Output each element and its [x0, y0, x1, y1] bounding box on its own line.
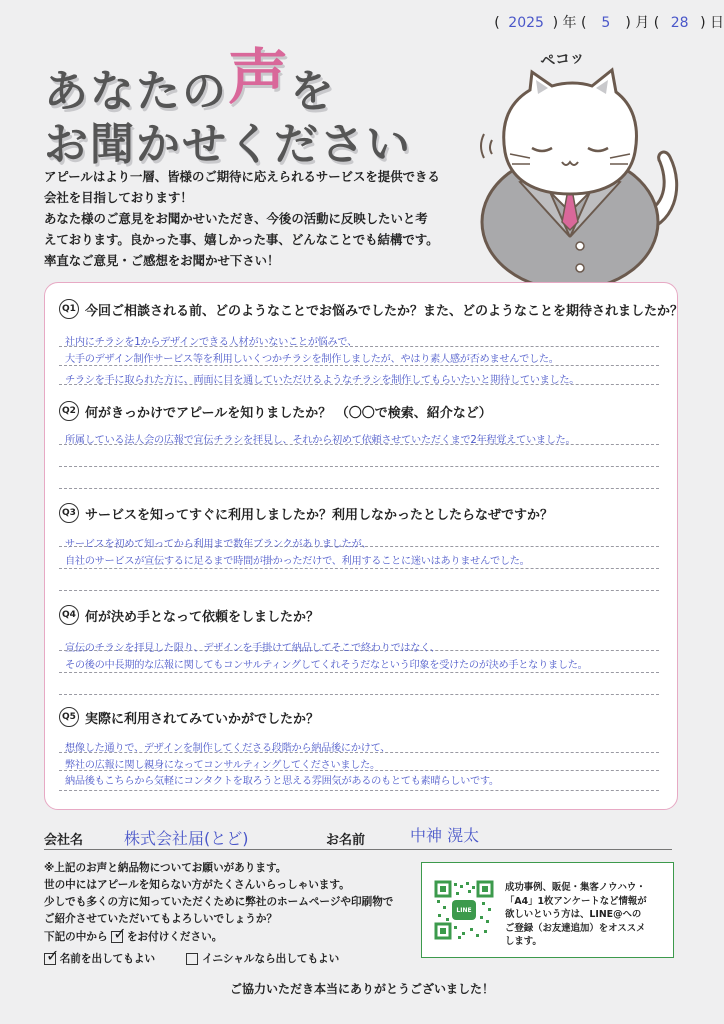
- promo-line: ご登録（お友達追加）をオススメ: [505, 922, 646, 934]
- question-badge: Q5: [59, 707, 79, 727]
- question-badge: Q3: [59, 503, 79, 523]
- choice-options: [44, 946, 393, 968]
- survey-date: [494, 12, 724, 32]
- question-1: [59, 299, 683, 319]
- question-5: [59, 707, 319, 727]
- answer-text: チラシを手に取られた方に、両面に目を通していただけるようなチラシを制作してもらいたいと期待していました。: [65, 375, 580, 386]
- promo-line: 成功事例、販促・集客ノウハウ・: [505, 882, 646, 893]
- question-text: 何がきっかけでアピールを知りましたか？ （〇〇で検索、紹介など）: [85, 405, 492, 421]
- title-text: あなたの: [44, 66, 228, 117]
- intro-text: [44, 166, 444, 271]
- title-text: を: [290, 66, 336, 117]
- question-text: サービスを知ってすぐに利用しましたか？利用しなかったとしたらなぜですか？: [85, 507, 554, 523]
- mascot-speech: ペコッ: [539, 47, 586, 71]
- answer-text: 自社のサービスが宣伝するに足るまで時間が掛かっただけで、利用することに迷いはありませんでした。: [65, 556, 530, 567]
- line-promo-box: [421, 862, 674, 958]
- qr-line-label: LINE: [456, 907, 472, 914]
- thanks-message: ご協力いただき本当にありがとうございました！: [229, 982, 494, 996]
- intro-line: えております。良かった事、嬉しかった事、どんなことでも結構です。: [44, 232, 439, 247]
- day-label: 日: [710, 15, 724, 31]
- answer-text: 想像した通りで、デザインを制作してくださる段階から納品後にかけて、: [65, 743, 391, 754]
- cat-mascot-illustration: [470, 62, 700, 292]
- option-initial-checkbox[interactable]: [186, 953, 198, 965]
- company-label: 会社名: [44, 833, 84, 848]
- intro-line: 会社を目指しております！: [44, 190, 193, 205]
- choice-prompt: [44, 924, 393, 946]
- title-accent: 声: [228, 43, 290, 113]
- promo-line: 欲しいという方は、LINE@への: [505, 909, 642, 920]
- intro-line: 率直なご意見・ご感想をお聞かせ下さい！: [44, 253, 280, 268]
- notice-line: ご紹介させていただいてもよろしいでしょうか？: [44, 913, 278, 925]
- question-2: [59, 401, 492, 421]
- question-badge: Q1: [59, 299, 79, 319]
- date-paren: ): [625, 15, 631, 31]
- choice-prompt-text: をお付けください。: [126, 931, 223, 943]
- answer-line: [59, 449, 659, 467]
- answer-text: 宣伝のチラシを拝見した限り、デザインを手掛けて納品してそこで終わりではなく、: [65, 643, 440, 654]
- permission-notice: [44, 860, 393, 968]
- question-4: [59, 605, 319, 625]
- intro-line: あなた様のご意見をお聞かせいただき、今後の活動に反映したいと考: [44, 211, 428, 226]
- answer-text: 大手のデザイン制作サービス等を利用しいくつかチラシを制作しましたが、やはり素人感が否めませんでした。: [65, 354, 559, 365]
- question-badge: Q2: [59, 401, 79, 421]
- date-paren: ): [700, 15, 706, 31]
- answer-text: 所属している法人会の広報で宣伝チラシを拝見し、それから初めて依頼させていただくまで2年程覚えていました。: [65, 435, 576, 446]
- option-name-checkbox[interactable]: [44, 946, 60, 965]
- month-label: 月: [635, 15, 650, 31]
- option-name-label: 名前を出してもよい: [59, 953, 156, 965]
- check-mark-icon: ✓: [46, 946, 60, 965]
- answer-text: 社内にチラシを1からデザインできる人材がいないことが悩みで、: [65, 337, 357, 348]
- notice-line: ※上記のお声と納品物についてお願いがあります。: [44, 862, 287, 874]
- date-year: 2025: [508, 15, 544, 31]
- check-mark-icon: ✓: [113, 924, 127, 943]
- promo-line: します。: [505, 936, 542, 947]
- fields-underline: [44, 849, 672, 850]
- questionnaire-panel: [44, 282, 684, 810]
- answer-line: [59, 573, 659, 591]
- name-value: 中神 滉太: [410, 826, 480, 845]
- answer-text: サービスを初めて知ってから利用まで数年ブランクがありましたが、: [65, 539, 372, 550]
- answer-text: その後の中長期的な広報に関してもコンサルティングしてくれそうだなという印象を受けたのが決め手となりました。: [65, 660, 588, 671]
- date-paren: (: [580, 15, 587, 31]
- answer-text: 弊社の広報に関し親身になってコンサルティングしてくださいました。: [65, 760, 380, 771]
- company-value: 株式会社届(とど): [124, 829, 249, 848]
- date-paren: (: [653, 15, 660, 31]
- sample-checkbox: [111, 924, 127, 943]
- year-label: 年: [562, 15, 577, 31]
- date-paren: (: [494, 15, 500, 31]
- answer-text: 納品後もこちらから気軽にコンタクトを取ろうと思える雰囲気があるのもとても素晴らしいです。: [65, 776, 499, 787]
- page-title-line2: お聞かせください: [44, 119, 412, 170]
- question-text: 今回ご相談される前、どのようなことでお悩みでしたか？また、どのようなことを期待されましたか？: [85, 303, 684, 319]
- date-paren: ): [552, 15, 559, 31]
- date-day: 28: [670, 15, 689, 31]
- line-promo-text: [505, 881, 647, 949]
- promo-line: 「A4」1枚アンケートなど情報が: [505, 895, 647, 907]
- notice-line: 世の中にはアピールを知らない方がたくさんいらっしゃいます。: [44, 879, 350, 891]
- date-month: 5: [601, 15, 611, 31]
- answer-line: [59, 471, 659, 489]
- name-label: お名前: [326, 833, 366, 848]
- question-badge: Q4: [59, 605, 79, 625]
- question-text: 何が決め手となって依頼をしましたか？: [85, 609, 320, 625]
- option-initial-label: イニシャルなら出してもよい: [202, 953, 340, 965]
- answer-line: [59, 677, 659, 695]
- notice-line: 少しでも多くの方に知っていただくために弊社のホームページや印刷物で: [44, 896, 394, 908]
- question-text: 実際に利用されてみていかがでしたか？: [85, 711, 320, 727]
- choice-prompt-text: 下記の中から: [44, 931, 108, 943]
- question-3: [59, 503, 553, 523]
- intro-line: アピールはより一層、皆様のご期待に応えられるサービスを提供できる: [44, 169, 440, 184]
